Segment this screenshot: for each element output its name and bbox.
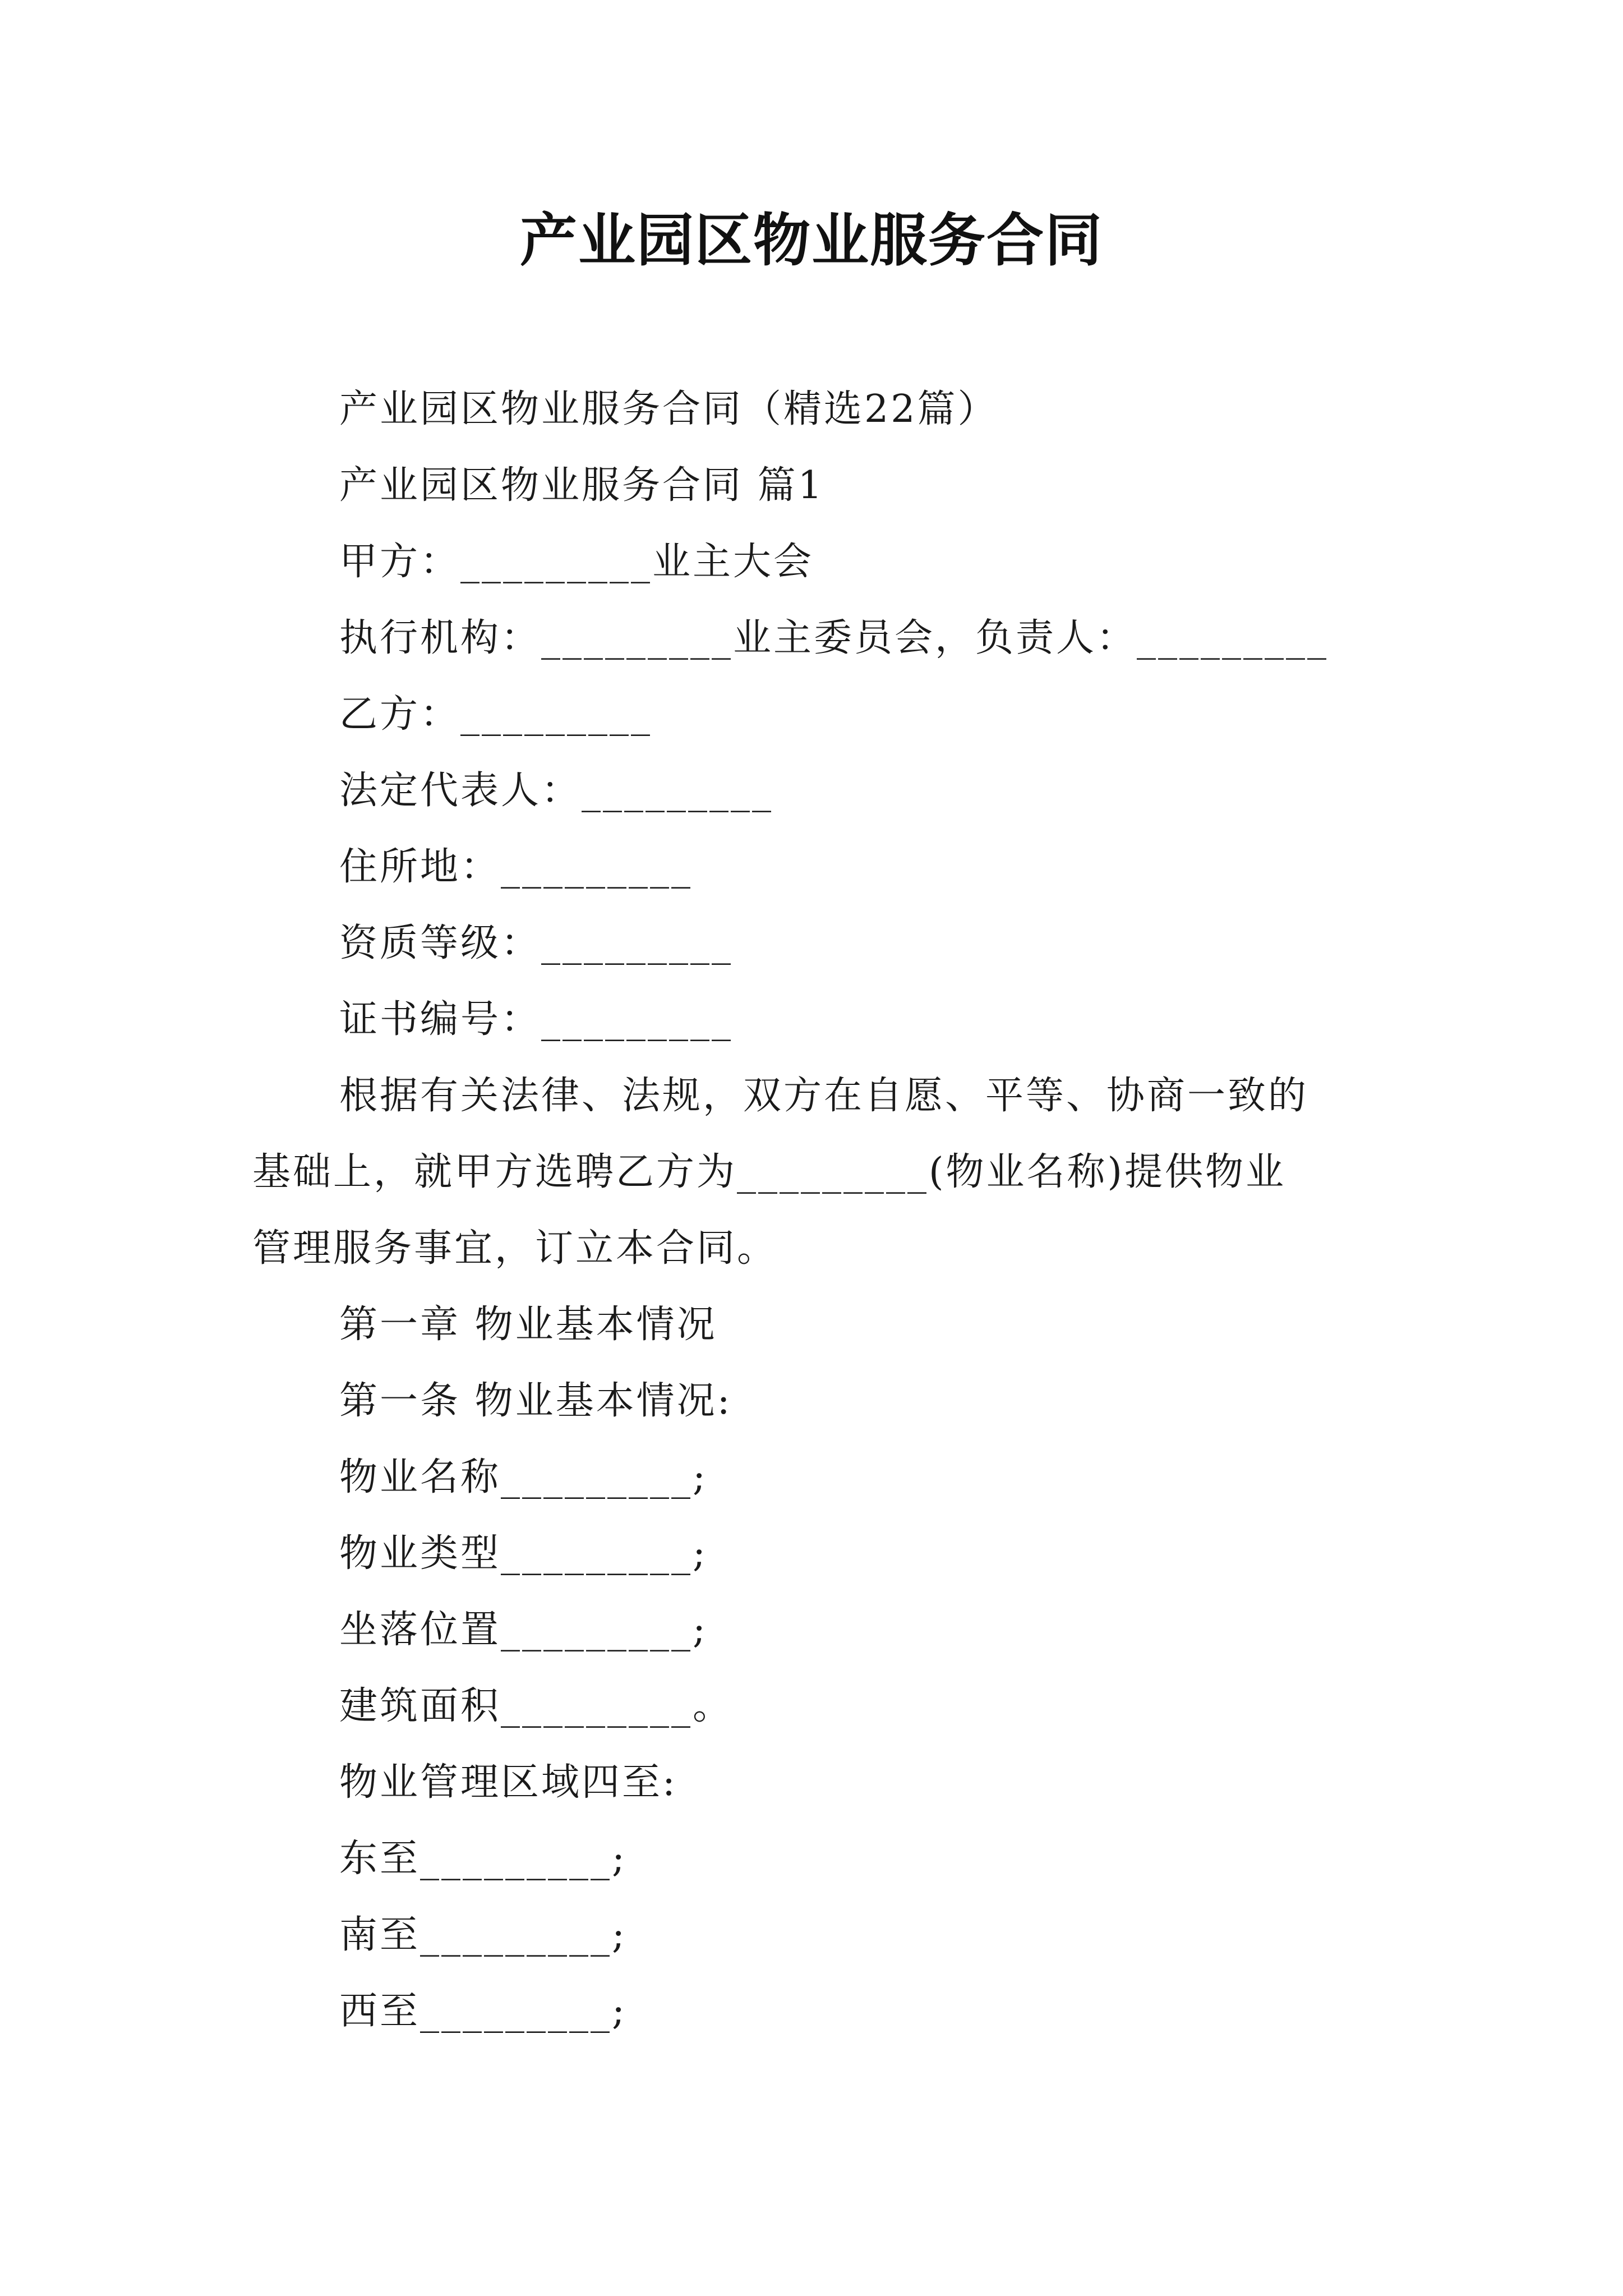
paragraph-line: 物业类型_________; [339, 1531, 708, 1576]
paragraph-line: 西至_________; [339, 1989, 627, 2033]
paragraph-line: 产业园区物业服务合同 篇1 [339, 463, 824, 508]
paragraph-line: 执行机构：_________业主委员会，负责人：_________ [339, 616, 1329, 660]
paragraph-line: 第一章 物业基本情况 [339, 1303, 717, 1347]
paragraph-continuation-line: 管理服务事宜，订立本合同。 [252, 1226, 778, 1271]
paragraph-line: 第一条 物业基本情况: [339, 1379, 732, 1423]
paragraph-line: 乙方：_________ [339, 692, 653, 737]
paragraph-line: 物业管理区域四至: [339, 1760, 677, 1805]
paragraph-line: 住所地：_________ [339, 845, 693, 889]
paragraph-line: 物业名称_________; [339, 1455, 708, 1499]
paragraph-line: 东至_________; [339, 1837, 627, 1881]
document-body [252, 371, 1380, 2050]
paragraph-line: 证书编号：_________ [339, 997, 734, 1042]
paragraph-line: 资质等级：_________ [339, 921, 734, 965]
paragraph-line: 甲方：_________业主大会 [339, 540, 814, 584]
paragraph-line: 根据有关法律、法规，双方在自愿、平等、协商一致的 [339, 1074, 1309, 1118]
paragraph-line: 南至_________; [339, 1913, 627, 1957]
paragraph-continuation-line: 基础上，就甲方选聘乙方为_________(物业名称)提供物业 [252, 1150, 1287, 1194]
document-title: 产业园区物业服务合同 [520, 208, 1103, 274]
paragraph-line: 产业园区物业服务合同（精选22篇） [339, 387, 998, 431]
paragraph-line: 建筑面积_________。 [339, 1684, 734, 1728]
paragraph-line: 坐落位置_________; [339, 1608, 708, 1652]
paragraph-line: 法定代表人：_________ [339, 769, 774, 813]
